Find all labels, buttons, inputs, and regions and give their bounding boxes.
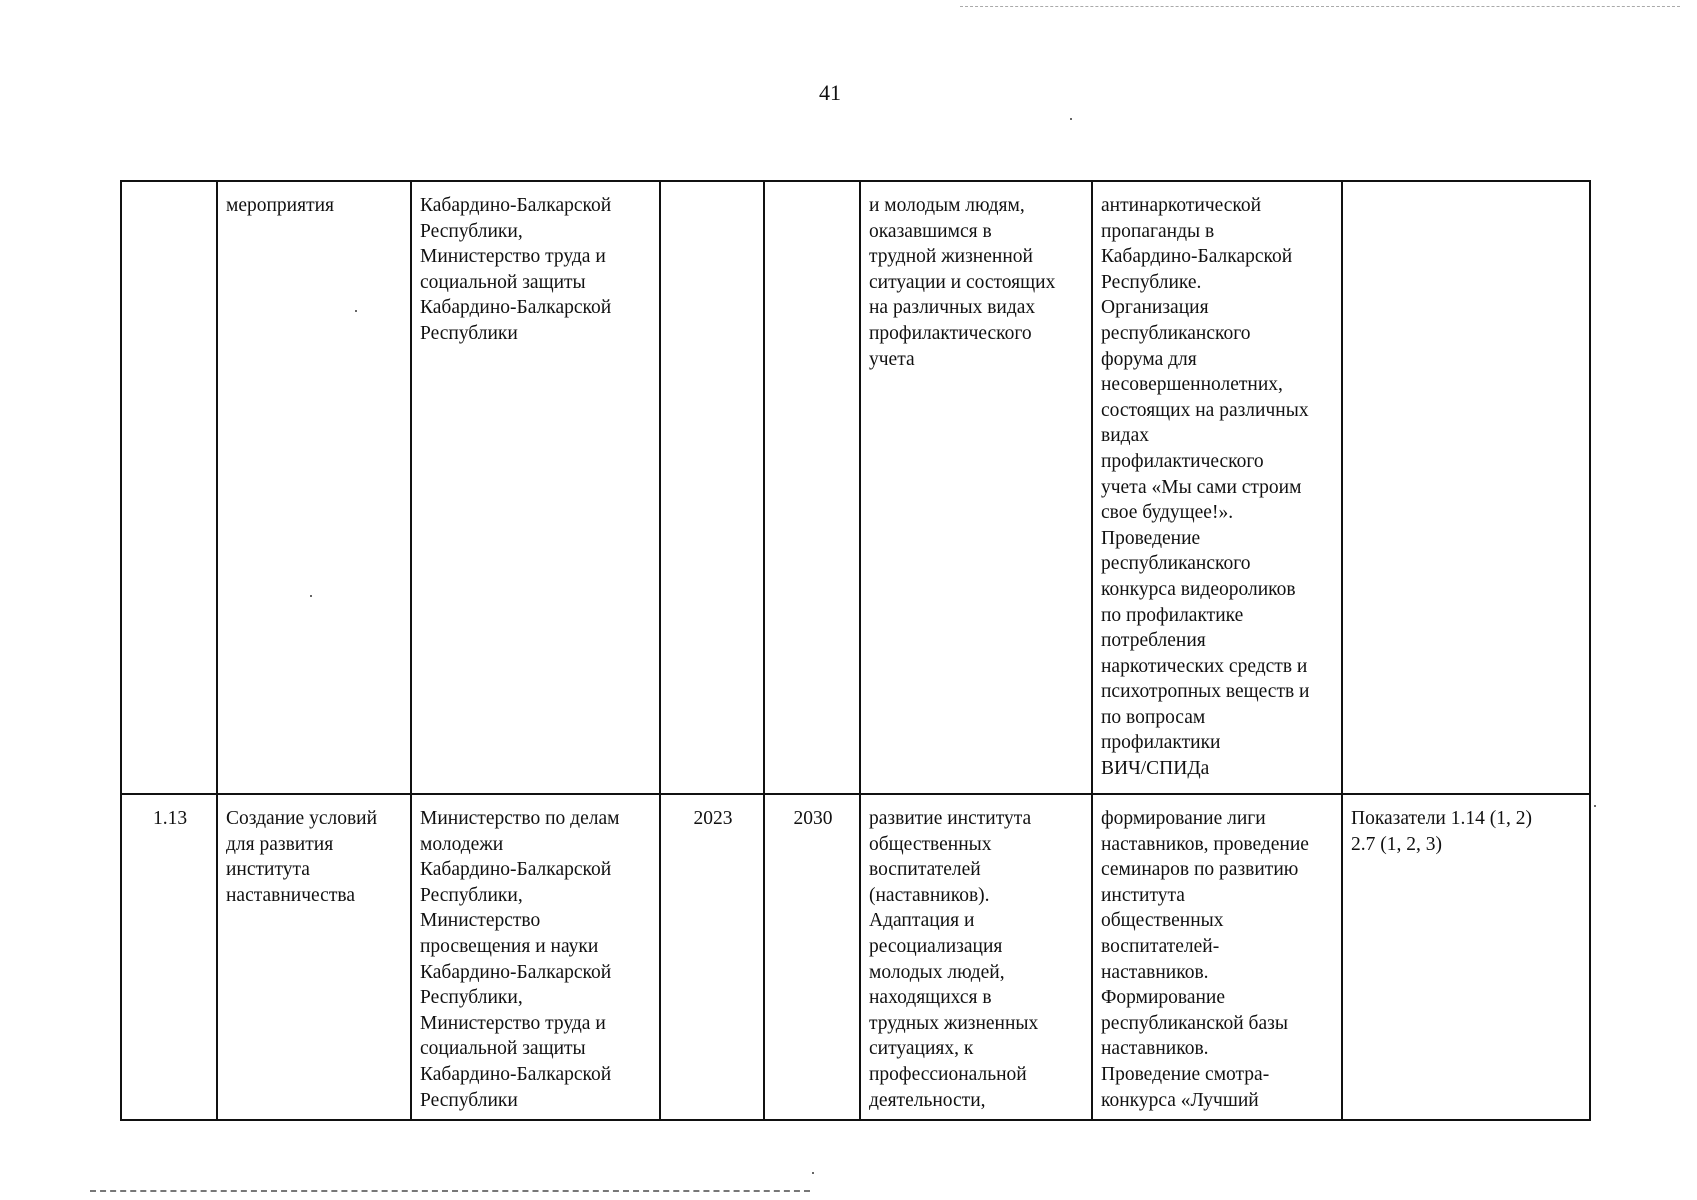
cell-end-year [764,181,860,794]
table-row [121,181,1590,794]
cell-executor: Кабардино-Балкарской Республики, Министерство труда и социальной защиты Кабардино-Балкарской Республики [411,181,660,794]
measures-table [120,180,1591,1121]
cell-number: 1.13 [121,794,217,1120]
scan-artifact-dot [1070,118,1072,120]
cell-name: мероприятия [217,181,411,794]
cell-start-year: 2023 [660,794,764,1120]
cell-indicators [1342,181,1590,794]
scan-artifact-dot [355,310,357,312]
scan-artifact-dot [1594,805,1596,807]
cell-result: и молодым людям, оказавшимся в трудной жизненной ситуации и состоящих на различных видах профилактического учета [860,181,1092,794]
cell-end-year: 2030 [764,794,860,1120]
scan-artifact-dot [310,595,312,597]
cell-number [121,181,217,794]
cell-result: развитие института общественных воспитателей (наставников). Адаптация и ресоциализация молодых людей, находящихся в трудных жизненных ситуациях, к профессиональной деятельности, [860,794,1092,1120]
scan-artifact-dot [812,1172,814,1174]
scan-artifact-bottom-line [90,1190,810,1192]
table-row [121,794,1590,1120]
page-number: 41 [819,80,841,105]
cell-name: Создание условий для развития института наставничества [217,794,411,1120]
cell-start-year [660,181,764,794]
cell-indicators: Показатели 1.14 (1, 2) 2.7 (1, 2, 3) [1342,794,1590,1120]
scan-artifact-top-line [960,6,1680,7]
cell-directions: антинаркотической пропаганды в Кабардино-Балкарской Республике. Организация республиканского форума для несовершеннолетних, состоящих на различных видах профилактического учета «Мы сами строим свое будущее!». Проведение республиканского конкурса видеороликов по профилактике потребления наркотических средств и психотропных веществ и по вопросам профилактики ВИЧ/СПИДа [1092,181,1342,794]
cell-directions: формирование лиги наставников, проведение семинаров по развитию института общественных воспитателей- наставников. Формирование республиканской базы наставников. Проведение смотра- конкурса «Лучший [1092,794,1342,1120]
cell-executor: Министерство по делам молодежи Кабардино-Балкарской Республики, Министерство просвещения и науки Кабардино-Балкарской Республики, Министерство труда и социальной защиты Кабардино-Балкарской Республики [411,794,660,1120]
